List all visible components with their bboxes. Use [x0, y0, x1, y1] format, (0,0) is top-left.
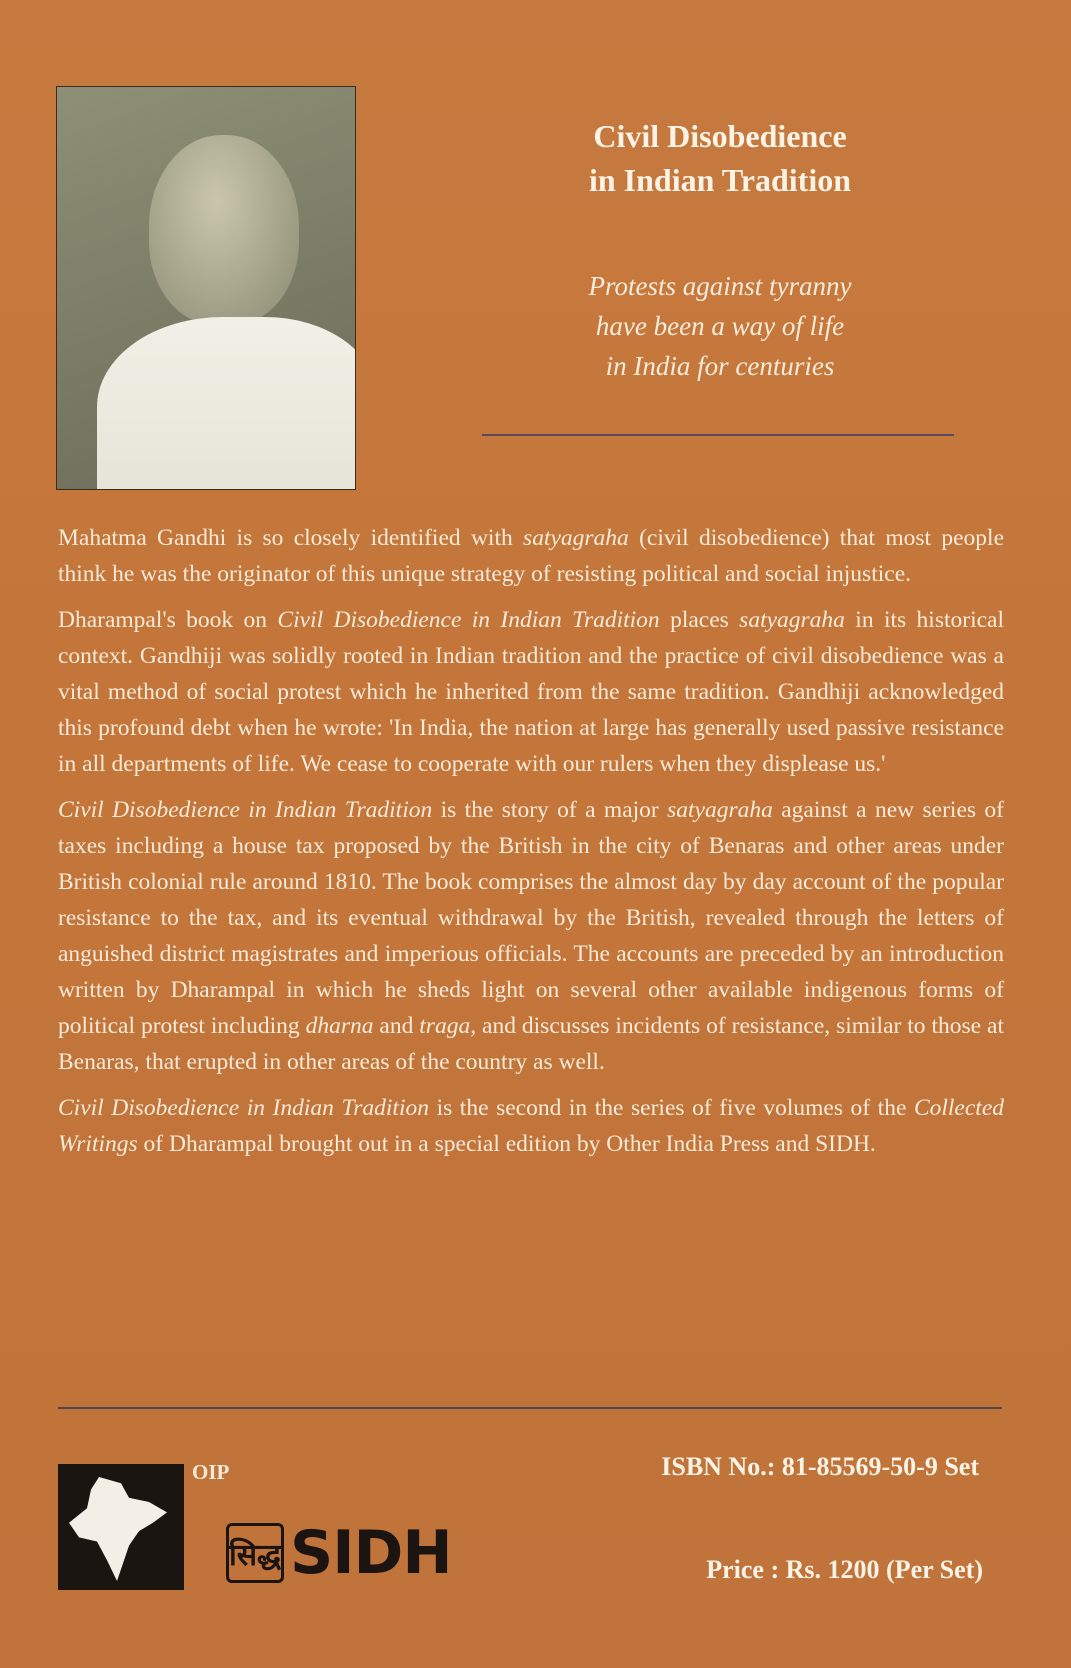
- italic-run: satyagraha: [667, 797, 773, 823]
- text-run: of Dharampal brought out in a special edition by Other India Press and SIDH.: [137, 1131, 876, 1157]
- blurb-paragraph-4: [58, 1090, 1004, 1162]
- italic-run: Civil Disobedience in Indian Tradition: [58, 797, 433, 823]
- price-label: Price : Rs. 1200 (Per Set): [706, 1555, 983, 1584]
- sidh-mark-icon: सिद्ध: [226, 1523, 284, 1583]
- blurb-paragraph-3: [58, 792, 1004, 1080]
- italic-run: satyagraha: [523, 525, 629, 551]
- italic-run: dharna: [305, 1013, 374, 1039]
- oip-logo: [58, 1464, 184, 1590]
- blurb-paragraph-2: [58, 602, 1004, 782]
- author-photo-shirt: [97, 317, 356, 490]
- blurb-paragraph-1: [58, 520, 1004, 592]
- tagline: [500, 266, 940, 386]
- text-run: is the second in the series of five volumes of the: [429, 1095, 914, 1121]
- text-run: is the story of a major: [432, 797, 668, 823]
- italic-run: satyagraha: [739, 607, 845, 633]
- tagline-line-1: Protests against tyranny: [588, 271, 852, 301]
- india-map-icon: [69, 1477, 169, 1581]
- divider-top: [482, 434, 954, 436]
- oip-label: OIP: [192, 1460, 230, 1484]
- sidh-wordmark: SIDH: [290, 1518, 452, 1588]
- text-run: and: [373, 1013, 420, 1039]
- isbn-number: ISBN No.: 81-85569-50-9 Set: [661, 1452, 979, 1481]
- italic-run: Collected Writings: [58, 1095, 1005, 1157]
- italic-run: Civil Disobedience in Indian Tradition: [277, 607, 660, 633]
- book-title: [500, 114, 940, 202]
- text-run: (civil disobedience) that most people think he was the originator of this unique strategy of resisting political and social injustice.: [58, 525, 1005, 587]
- text-run: against a new series of taxes including a house tax proposed by the British in the city of Benaras and other areas under British colonial rule around 1810. The book comprises the almost day by day account of the popular resistance to the tax, and its eventual withdrawal by the British, revealed through the letters of anguished district magistrates and imperious officials. The accounts are preceded by an introduction written by Dharampal in which he sheds light on several other available indigenous forms of political protest including: [58, 797, 1004, 1039]
- text-run: places: [659, 607, 740, 633]
- tagline-line-3: in India for centuries: [605, 351, 835, 381]
- text-run: Dharampal's book on: [58, 607, 278, 633]
- text-run: in its historical context. Gandhiji was solidly rooted in Indian tradition and the practice of civil disobedience was a vital method of social protest which he inherited from the same tradition. Gandhiji acknowledged this profound debt when he wrote: 'In India, the nation at large has generally used passive resistance in all departments of life. We cease to cooperate with our rulers when they displease us.': [58, 607, 1004, 777]
- italic-run: traga: [419, 1013, 471, 1039]
- author-photo-head: [149, 135, 299, 325]
- text-run: , and discusses incidents of resistance, similar to those at Benaras, that erupted in other areas of the country as well.: [58, 1013, 1005, 1075]
- blurb: [58, 520, 1004, 1172]
- divider-bottom: [58, 1407, 1002, 1409]
- title-line-1: Civil Disobedience: [593, 118, 847, 154]
- tagline-line-2: have been a way of life: [595, 311, 845, 341]
- text-run: Mahatma Gandhi is so closely identified with: [58, 525, 524, 551]
- author-photo: [56, 86, 356, 490]
- italic-run: Civil Disobedience in Indian Tradition: [58, 1095, 429, 1121]
- title-line-2: in Indian Tradition: [588, 162, 852, 198]
- sidh-logo: [226, 1520, 452, 1586]
